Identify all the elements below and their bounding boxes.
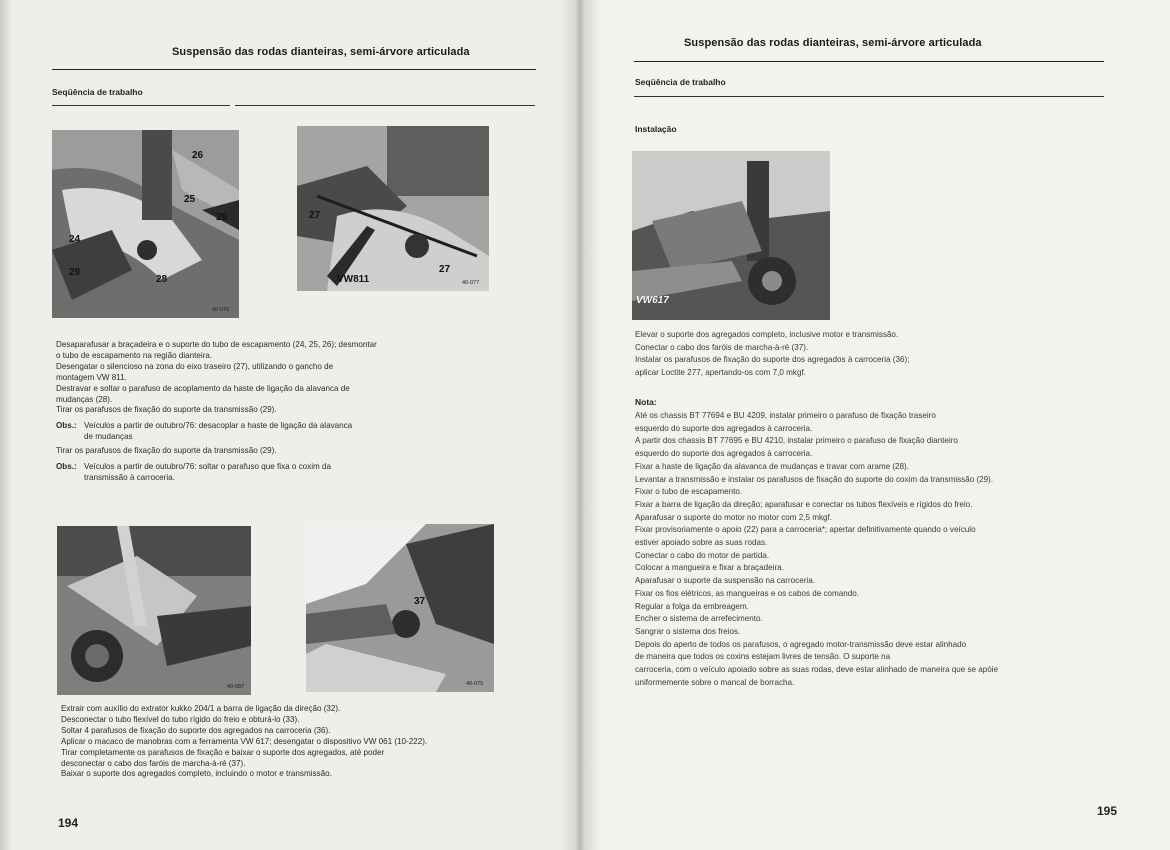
left-page-header: Suspensão das rodas dianteiras, semi-árvore articulada — [172, 46, 470, 58]
left-instructions-2: Tirar os parafusos de fixação do suporte da transmissão (29). — [56, 446, 277, 455]
right-page-header: Suspensão das rodas dianteiras, semi-árvore articulada — [684, 37, 982, 49]
obs-label: Obs.: — [56, 462, 77, 471]
right-section-title: Seqüência de trabalho — [635, 77, 726, 87]
left-header-rule — [52, 69, 536, 70]
left-instructions-3: Extrair com auxílio do extrator kukko 204/1 a barra de ligação da direção (32). Desconectar o tubo flexível do tubo rígido do freio e obturá-lo (33). Soltar 4 parafusos de fixação do suporte dos agregados na carroceria (36). Aplicar o macaco de manobras com a ferramenta VW 617; desengatar o dispositivo VW 061 (10-222). Tirar completamente os parafusos de fixação e baixar o suporte dos agregados, até poder desconectar o cabo dos faróis de marcha-à-ré (37). Baixar o suporte dos agregados completo, incluindo o motor e transmissão. — [61, 704, 428, 779]
left-obs-1 — [56, 421, 526, 443]
obs-label: Obs.: — [56, 421, 77, 430]
photo4-label-37: 37 — [414, 596, 426, 607]
page-edge — [0, 0, 12, 850]
photo1-label-26: 26 — [192, 150, 204, 161]
photo4-code: 40-079 — [466, 681, 484, 687]
photo-silencer-hook — [297, 126, 489, 291]
right-section-rule — [634, 96, 1104, 97]
photo2-label-27a: 27 — [309, 210, 321, 221]
obs-text: Veículos a partir de outubro/76: desacoplar a haste de ligação da alavanca de mudanças — [84, 421, 353, 441]
left-instructions-1: Desaparafusar a braçadeira e o suporte do tubo de escapamento (24, 25, 26); desmontar o tubo de escapamento na região dianteira. Desengatar o silencioso na zona do eixo traseiro (27), utilizando o gancho de montagem VW 811. Destravar e soltar o parafuso de acoplamento da haste de ligação da alavanca de mudanças (28). Tirar os parafusos de fixação do suporte da transmissão (29). — [56, 340, 377, 415]
photo1-code: 40-076 — [212, 307, 230, 313]
photo1-label-28: 28 — [156, 274, 168, 285]
left-page-number: 194 — [58, 816, 79, 830]
installation-title: Instalação — [635, 124, 677, 134]
photo-label-vw617: VW617 — [636, 295, 669, 306]
photo2-code: 40-077 — [462, 280, 480, 286]
photo1-label-29a: 29 — [216, 212, 228, 223]
left-obs-2 — [56, 462, 526, 484]
note-title: Nota: — [635, 397, 657, 407]
photo3-code: 40-087 — [227, 684, 245, 690]
obs-text: Veículos a partir de outubro/76: soltar o parafuso que fixa o coxim da transmissão à carroceria. — [84, 462, 332, 482]
right-page-number: 195 — [1097, 804, 1118, 818]
left-section-rule-b — [235, 105, 535, 106]
left-section-title: Seqüência de trabalho — [52, 87, 143, 97]
photo-exhaust-clamp — [52, 130, 239, 318]
photo-steering-link — [57, 526, 251, 695]
photo-reverse-light-cable — [306, 524, 494, 692]
photo1-label-29b: 29 — [69, 267, 81, 278]
left-section-rule-a — [52, 105, 230, 106]
photo1-label-24: 24 — [69, 234, 81, 245]
photo-engine-assembly — [632, 151, 830, 320]
photo2-label-27b: 27 — [439, 264, 451, 275]
note-text: Até os chassis BT 77694 e BU 4209, instalar primeiro o parafuso de fixação traseiro esquerdo do suporte dos agregados à carroceria. A partir dos chassis BT 77695 e BU 4210, instalar primeiro o parafuso de fixação dianteiro esquerdo do suporte dos agregados à carroceria. Fixar a haste de ligação da alavanca de mudanças e travar com arame (28). Levantar a transmissão e instalar os parafusos de fixação do suporte do coxim da transmissão (29). Fixar o tubo de escapamento. Fixar a barra de ligação da direção; aparafusar e conectar os tubos flexíveis e rígidos do freio. Aparafusar o suporte do motor no motor com 2,5 mkgf. Fixar provisoriamente o apoio (22) para a carroceria*; apertar definitivamente quando o veículo estiver apoiado sobre as suas rodas. Conectar o cabo do motor de partida. Colocar a mangueira e fixar a braçadeira. Aparafusar o suporte da suspensão na carroceria. Fixar os fios elétricos, as mangueiras e os cabos de comando. Regular a folga da embreagem. Encher o sistema de arrefecimento. Sangrar o sistema dos freios. Depois do aperto de todos os parafusos, o agregado motor-transmissão deve estar alinhado de maneira que todos os coxins estejam livres de tensão. O suporte na carroceria, com o veículo apoiado sobre as suas rodas, deve estar alinhado de maneira que se apóie uniformemente sobre o mancal de borracha. — [635, 411, 999, 687]
photo2-label-vw811: VW811 — [337, 274, 370, 285]
book-gutter — [560, 0, 600, 850]
photo1-label-25: 25 — [184, 194, 196, 205]
installation-steps: Elevar o suporte dos agregados completo, inclusive motor e transmissão. Conectar o cabo dos faróis de marcha-à-ré (37). Instalar os parafusos de fixação do suporte dos agregados à carroceria (36); aplicar Loctite 277, apertando-os com 7,0 mkgf. — [635, 330, 910, 378]
right-header-rule — [634, 61, 1104, 62]
